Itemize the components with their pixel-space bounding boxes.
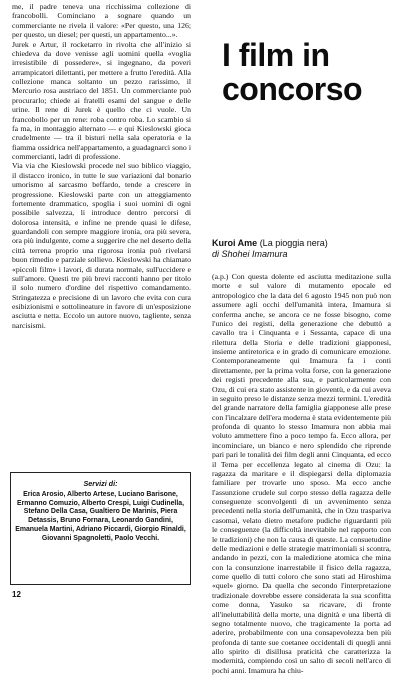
article-column-right: [212, 272, 391, 675]
article-paragraph: Via via che Kieslowski procede nel suo biblico viaggio, il distacco ironico, in tutte le sue variazioni dal bonario umorismo al sarcasmo beffardo, tende a crescere in progressione. Kieslowski parte con un atteggiamento fortemente drammatico, spoglia i suoi uomini di ogni possibile salvezza, li introduce dentro percorsi di dolorosa intensità, e infine ne prende quasi le difese, guardandoli con sempre maggiore ironia, ora più severa, ora più indulgente, come a suggerire che nel deserto della città terrena proprio una rigorosa ironia può rivelarsi buon rimedio e parziale sollievo. Kieslowski ha chiamato «piccoli film» i lavori, di durata normale, sull'uccidere e sull'amore. Questi tre più brevi racconti hanno per titolo il solo numero d'ordine del rispettivo comandamento. Stringatezza e precisione di un lavoro che evita con cura esibizionismi e sottolineature in favore di un'esposizione asciutta e netta. Eccolo un autore nuovo, tagliente, senza narcisismi.: [12, 161, 191, 330]
article-column-left: [12, 2, 191, 330]
credits-heading: Servizi di:: [83, 479, 118, 488]
article-paragraph: Jurek e Artur, il rocketarro in rivolta che all'inizio si chiedeva da dove venisse agli uomini quella «voglia irresistibile di possedere», si ingegnano, da poveri arrampicatori dilettanti, per mettere a frutto l'eredità. Alla collezione manca soltanto un pezzo rarissimo, il Mercurio rosa austriaco del 1851. Un commerciante può procurarlo; chiede ai fratelli esami del sangue e delle urine. Il rene di Jurek è quello che ci vuole. Un francobollo per un rene: roba contro roba. Lo scambio si fa ma, in montaggio alternato — e qui Kieslowski gioca crudelmente — tra il bisturi nella sala operatoria e la fiamma ossidrica nell'appartamento, a guadagnarci sono i commercianti, ladri di professione.: [12, 39, 191, 161]
film-heading: [212, 238, 392, 260]
credits-names: Erica Arosio, Alberto Artese, Luciano Barisone, Ermanno Comuzio, Alberto Crespi, Luigi Cudinella, Stefano Della Casa, Gualtiero De Marinis, Piera Detassis, Bruno Fornara, Leonardo Gandini, Emanuela Martini, Adriano Piccardi, Giorgio Rinaldi, Giovanni Spagnoletti, Paolo Vecchi.: [15, 491, 186, 542]
director-prefix: di: [212, 249, 220, 259]
article-paragraph: (a.p.) Con questa dolente ed asciutta meditazione sulla morte e sul valore di mutamento epocale ed antropologico che la data del 6 agosto 1945 non può non assumere agli occhi dell'umanità intera, Imamura si conferma anche, se ancora ce ne fosse bisogno, come l'unico dei registi, della generazione che debuttò a cavallo tra i Cinquanta e i Sessanta, capace di una rilettura della Storia e delle tradizioni giapponesi, insieme antiretorica e in grado di comunicare emozione. Contemporaneamente qui Imamura fa i conti direttamente, per la prima volta forse, con la generazione dei registi precedente alla sua, e particolarmente con Ozu, di cui era stato assistente in gioventù, e da cui aveva in seguito preso le distanze senza mezzi termini. L'eredità del grande narratore della famiglia giapponese alle prese con l'incalzare dell'era moderna è stata evidentemente più profonda di quanto lo stesso Imamura non abbia mai voluto ammettere fino a poco tempo fa. Ecco allora, per incominciare, un bianco e nero splendido che riprende pari pari le tonalità dei film degli anni Cinquanta, ed ecco il Tema per eccellenza legato al cinema di Ozu: la ragazza da maritare e il dispiegarsi della diplomazia familiare per trovarle uno sposo. Ma ecco anche l'assunzione crudele sul corpo stesso della ragazza delle conseguenze sconvolgenti di un avvenimento senza precedenti nella storia dell'umanità, che in Ozu traspariva casomai, velato dietro metafore pudiche riguardanti più le conseguenze (la difficoltà inevitabile nel rapporto con le tradizioni) che non la causa di queste. La consuetudine delle mediazioni e delle strategie matrimoniali si scontra, andando in pezzi, con la maledizione atomica che mina con la consunzione inarrestabile il fisico della ragazza, come quello di tutti coloro che sono stati ad Hiroshima «quel» giorno. Da quella che secondo l'interpretazione tradizionale dovrebbe essere considerata la sua sconfitta come donna, Yasuko sa ricavare, di fronte all'ineluttabilità della morte, una dignità e una libertà di segno totalmente nuovo, che tragicamente la porta ad aderire, probabilmente con una consapevolezza ben più profonda di tante sue coetanee occidentali di quegli anni allo spirito di disillusa praticità che caratterizza la modernità, compiendo così un salto di secoli nell'arco di pochi anni. Imamura ha chiu-: [212, 272, 391, 675]
credits-box: [10, 472, 191, 585]
film-director: Shohei Imamura: [221, 249, 288, 259]
page-number: 12: [12, 590, 21, 599]
film-title: Kuroi Ame: [212, 238, 258, 248]
article-paragraph: me, il padre teneva una ricchissima collezione di francobolli. Cominciano a sognare quando un commerciante ne rivela il valore: «Per questo, una 126; per questo, un diesel; per questi, un appartamento...».: [12, 2, 191, 40]
film-title-line: [212, 238, 392, 249]
section-title: I film in concorso: [222, 37, 363, 107]
film-original-title: (La pioggia nera): [259, 238, 328, 248]
film-director-line: [212, 249, 392, 260]
